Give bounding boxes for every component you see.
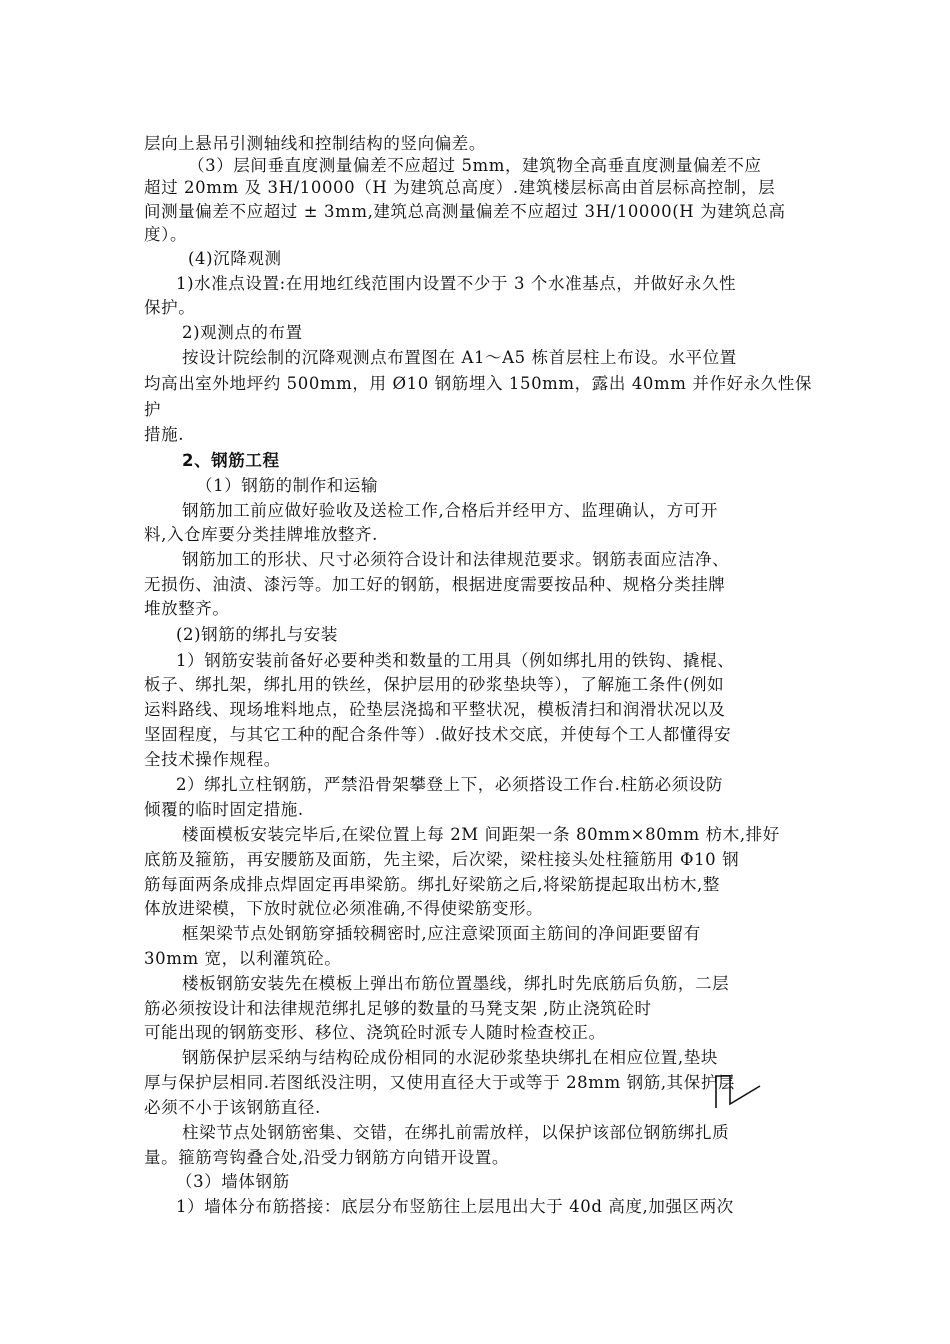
text-line: 2）绑扎立柱钢筋，严禁沿骨架攀登上下，必须搭设工作台.柱筋必须设防 xyxy=(176,775,724,794)
text-line: 措施. xyxy=(144,425,185,444)
text-line: 倾覆的临时固定措施. xyxy=(144,800,304,819)
text-line: 底筋及箍筋，再安腰筋及面筋，先主梁，后次梁，梁柱接头处柱箍筋用 Φ10 钢 xyxy=(144,850,740,869)
text-line: 度）。 xyxy=(144,225,188,244)
text-line: 体放进梁模，下放时就位必须准确,不得使梁筋变形。 xyxy=(144,899,544,918)
text-line: 均高出室外地坪约 500mm，用 Ø10 钢筋埋入 150mm，露出 40mm 并作好永久性保 xyxy=(144,374,813,393)
text-line: 楼面模板安装完毕后,在梁位置上每 2M 间距架一条 80mm×80mm 枋木,排好 xyxy=(182,825,780,844)
text-line: 全技术操作规程。 xyxy=(144,750,281,769)
text-line: 筋每面两条成排点焊固定再串梁筋。绑扎好梁筋之后,将梁筋提起取出枋木,整 xyxy=(144,875,720,894)
text-line: 30mm 宽，以利灌筑砼。 xyxy=(144,949,342,968)
text-line: 1）钢筋安装前备好必要种类和数量的工用具（例如绑扎用的铁钩、撬棍、 xyxy=(176,651,735,670)
text-line: 护 xyxy=(144,400,162,419)
text-line: 必须不小于该钢筋直径. xyxy=(144,1098,321,1117)
text-line: 厚与保护层相同.若图纸没注明，又使用直径大于或等于 28mm 钢筋,其保护层 xyxy=(144,1073,736,1092)
text-line: 板子、绑扎架，绑扎用的铁丝，保护层用的砂浆垫块等），了解施工条件(例如 xyxy=(144,675,725,694)
text-line: 可能出现的钢筋变形、移位、浇筑砼时派专人随时检查校正。 xyxy=(144,1023,606,1042)
text-line: 超过 20mm 及 3H/10000（H 为建筑总高度）.建筑楼层标高由首层标高控制，层 xyxy=(144,178,776,197)
text-line: 间测量偏差不应超过 ± 3mm,建筑总高测量偏差不应超过 3H/10000(H 为建筑总高 xyxy=(144,202,786,221)
text-line: 钢筋加工前应做好验收及送检工作,合格后并经甲方、监理确认，方可开 xyxy=(182,501,718,520)
text-line: （3）墙体钢筋 xyxy=(176,1172,290,1191)
text-line: (2)钢筋的绑扎与安装 xyxy=(176,625,338,644)
text-line: 堆放整齐。 xyxy=(144,599,230,618)
text-line: 2)观测点的布置 xyxy=(182,323,303,342)
text-line: （1）钢筋的制作和运输 xyxy=(196,476,379,495)
text-line: 1)水准点设置:在用地红线范围内设置不少于 3 个水准基点，并做好永久性 xyxy=(176,274,737,293)
text-line: 钢筋保护层采纳与结构砼成份相同的水泥砂浆垫块绑扎在相应位置,垫块 xyxy=(182,1048,718,1067)
text-line: 层向上悬吊引测轴线和控制结构的竖向偏差。 xyxy=(144,134,486,153)
text-line: 筋必须按设计和法律规范绑扎足够的数量的马凳支架 ,防止浇筑砼时 xyxy=(144,999,652,1018)
text-line: 量。箍筋弯钩叠合处,沿受力钢筋方向错开设置。 xyxy=(144,1148,509,1167)
text-line: 无损伤、油渍、漆污等。加工好的钢筋，根据进度需要按品种、规格分类挂牌 xyxy=(144,575,726,594)
text-line: 按设计院绘制的沉降观测点布置图在 A1～A5 栋首层柱上布设。水平位置 xyxy=(182,348,737,367)
text-line: 保护。 xyxy=(144,298,196,317)
stirrup-sketch-icon xyxy=(700,1072,770,1110)
text-line: （3）层间垂直度测量偏差不应超过 5mm，建筑物全高垂直度测量偏差不应 xyxy=(188,156,762,175)
section-heading: 2、钢筋工程 xyxy=(182,451,280,470)
text-line: 柱梁节点处钢筋密集、交错，在绑扎前需放样，以保护该部位钢筋绑扎质 xyxy=(182,1123,730,1142)
text-line: 坚固程度，与其它工种的配合条件等）.做好技术交底，并使每个工人都懂得安 xyxy=(144,725,732,744)
text-line: 楼板钢筋安装先在模板上弹出布筋位置墨线，绑扎时先底筋后负筋，二层 xyxy=(182,974,730,993)
text-line: 1）墙体分布筋搭接：底层分布竖筋往上层甩出大于 40d 高度,加强区两次 xyxy=(176,1197,734,1216)
text-line: (4)沉降观测 xyxy=(188,249,282,268)
text-line: 运料路线、现场堆料地点，砼垫层浇捣和平整状况，模板清扫和润滑状况以及 xyxy=(144,700,726,719)
text-line: 框架梁节点处钢筋穿插较稠密时,应注意梁顶面主筋间的净间距要留有 xyxy=(182,924,701,943)
text-line: 钢筋加工的形状、尺寸必须符合设计和法律规范要求。钢筋表面应洁净、 xyxy=(182,550,730,569)
text-line: 料,入仓库要分类挂牌堆放整齐. xyxy=(144,525,378,544)
